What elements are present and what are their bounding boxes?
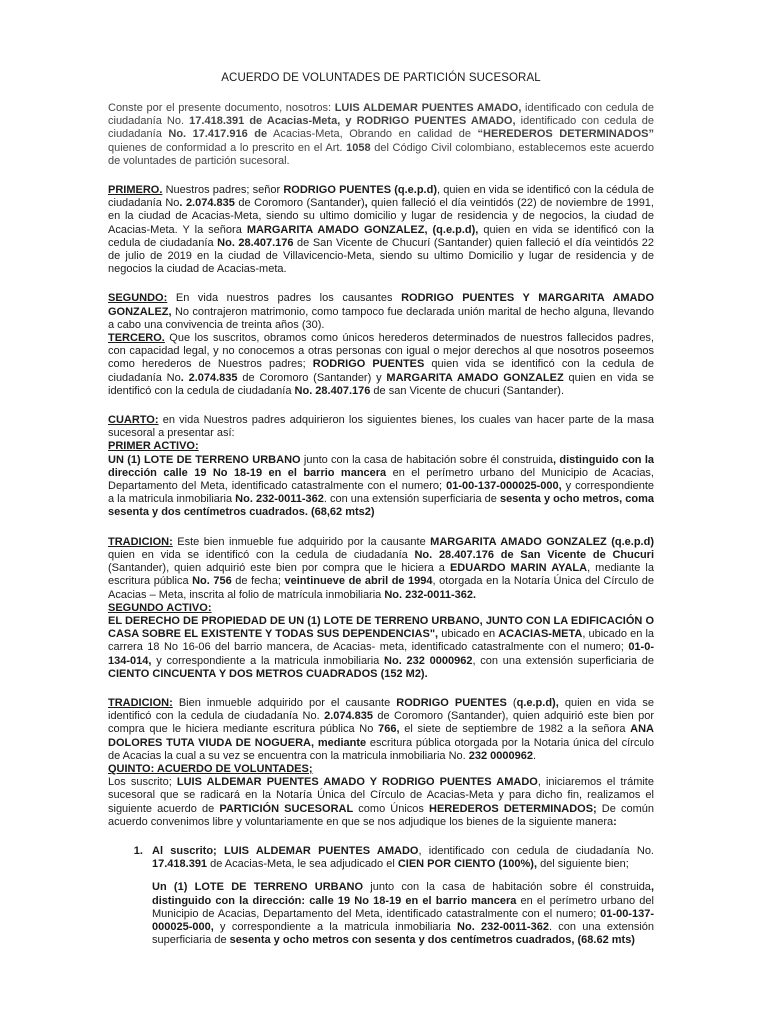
clause-bold: RODRIGO PUENTES (q.e.p.d) [283, 184, 438, 197]
clause-text: (Santander), quien adquirió este bien por compra que le hiciera a [108, 562, 450, 575]
clause-bold: RODRIGO PUENTES Y MARGARITA AMADO GONZALEZ, [108, 292, 654, 318]
intro-text: identificado con cedula de ciudadanía [108, 115, 654, 141]
clause-text: , identificado con cedula de ciudadanía No. [418, 844, 654, 857]
clause-text: , mediante la escritura pública [108, 562, 654, 588]
clause-bold: sesenta y ocho metros con sesenta y dos centímetros cuadrados, (68.62 mts) [229, 934, 635, 947]
clause-label: TRADICION: [108, 535, 173, 548]
quinto-heading: QUINTO: ACUERDO DE VOLUNTADES; [108, 762, 313, 775]
clause-text: junto con la casa de habitación sobre él construida [300, 453, 553, 466]
clause-bold: . 2.074.835 [179, 197, 235, 210]
clause-bold: EL DERECHO DE PROPIEDAD DE UN (1) LOTE DE TERRENO URBANO, JUNTO CON LA EDIFICACIÓN O CASA SOBRE EL EXISTENTE Y TODAS SUS DEPENDENCIAS", [108, 614, 654, 641]
clause-text: Este bien inmueble fue adquirido por la causante [172, 535, 431, 548]
intro-text: Conste por el presente documento, nosotros: [108, 102, 335, 114]
adjudication-list [108, 845, 654, 947]
clause-bold: LUIS ALDEMAR PUENTES AMADO Y RODRIGO PUENTES AMADO [176, 776, 538, 789]
clause-text: quien falleció el día veintidós (22) de noviembre de 1991, en la ciudad de Acacias-Meta, siendo su ultimo domicilio y lugar de residencia y de negocios, la ciudad de Acacias-Meta. Y la señora [108, 197, 654, 236]
clause-text: Los suscrito; [108, 776, 177, 789]
clause-text: Que los suscritos, obramos como únicos herederos determinados de nuestros fallecidos padres, con capacidad legal, y no conocemos a otras personas con igual o mejor derechos al que nosotros poseemos como herederos de Nuestros padres; [108, 332, 654, 371]
clause-primero [108, 184, 654, 276]
tradicion-1-paragraph [108, 536, 654, 602]
intro-text: Acacias-Meta, Obrando en calidad de [267, 128, 478, 141]
clause-label: SEGUNDO: [108, 292, 168, 305]
clause-text: quien en vida se identificó con la cedula de ciudadanía [108, 371, 654, 397]
clause-bold: 01-00-137-000025-000, [152, 907, 654, 933]
document-title: ACUERDO DE VOLUNTADES DE PARTICIÓN SUCESORAL [221, 72, 541, 84]
intro-text: quienes de conformidad a lo prescrito en el Art. [108, 141, 347, 154]
clause-bold: No. 232-0011-362. [384, 588, 477, 601]
clause-bold: 17.418.391 [152, 858, 208, 871]
clause-text: escritura pública otorgada por la Notaria única del círculo de Acacias la cual a su vez se encuentra con la matricula inmobiliaria No. [108, 736, 654, 762]
clause-text: el siete de septiembre de 1982 a la señora [399, 723, 631, 736]
adjudication-item [146, 845, 654, 947]
clause-text: quien vida se identificó con la cedula de ciudadanía No [108, 358, 654, 384]
clause-bold: 766, [378, 723, 400, 736]
clause-bold: No. 28.407.176 [217, 236, 294, 249]
clause-text: , otorgada en la Notaría Única del Círculo de Acacias – Meta, inscrita al folio de matrícula inmobiliaria [108, 575, 654, 601]
clause-label: PRIMERO. [108, 184, 163, 197]
clause-text: Nuestros padres; señor [162, 184, 284, 197]
clause-text: ubicado en [438, 628, 499, 641]
adjudication-paragraph [152, 845, 654, 871]
clause-bold: RODRIGO PUENTES [396, 696, 507, 709]
clause-bold: Un (1) LOTE DE TERRENO URBANO [152, 881, 364, 894]
clause-text: ( [506, 696, 517, 709]
clause-cuarto [108, 414, 654, 440]
clause-bold: EDUARDO MARIN AYALA [449, 562, 588, 575]
clause-text: de Coromoro (Santander) [234, 197, 365, 210]
adjudication-property-paragraph [152, 881, 654, 947]
clause-text: como Únicos [353, 802, 430, 815]
clause-bold: HEREDEROS DETERMINADOS; [429, 802, 597, 815]
clause-bold: : [613, 815, 617, 828]
clause-bold: ACACIAS-META [498, 628, 583, 641]
clause-text: quien en vida se identificó con la cedula de ciudadanía [108, 548, 415, 561]
clause-text: , quien en vida se identificó con la cédula de ciudadanía No [108, 184, 655, 210]
clause-bold: ANA DOLORES TUTA VIUDA DE NOGUERA, mediante [108, 723, 654, 749]
clause-bold: No. 232-0011-362 [457, 920, 549, 933]
clause-bold: PARTICIÓN SUCESORAL [219, 802, 354, 815]
clause-bold: 01-0-134-014, [108, 641, 654, 667]
clause-segundo [108, 292, 654, 332]
clause-text: Bien inmueble adquirido por el causante [172, 696, 397, 709]
intro-text: identificado con cedula de ciudadanía No. [108, 102, 654, 128]
clause-text: No contrajeron matrimonio, como tampoco fue declarada unión marital de hecho alguna, llevando a cabo una convivencia de treinta años (30). [108, 305, 654, 331]
clause-bold: q.e.p.d), [516, 696, 559, 709]
clause-text: de Coromoro (Santander) y [237, 371, 387, 384]
clause-bold: No. 28.407.176 de San Vicente de Chucuri [414, 548, 654, 561]
intro-text: del Código Civil colombiano, establecemos este acuerdo de voluntades de partición sucesoral. [108, 141, 654, 167]
clause-bold: 232 0000962 [468, 749, 533, 762]
clause-bold: . 2.074.835 [180, 371, 238, 384]
clause-text: quien en vida se identificó con la cedula de ciudadanía [108, 223, 654, 249]
clause-text: quien en vida se identificó con la cedula de ciudadanía No. [108, 696, 654, 723]
clause-text: y correspondiente a la matricula inmobiliaria [213, 920, 458, 933]
clause-bold: sesenta y ocho metros, coma sesenta y dos centímetros cuadrados. (68,62 mts2) [108, 493, 655, 519]
intro-paragraph [108, 102, 654, 168]
primer-activo-paragraph [108, 454, 654, 520]
clause-bold: , distinguido con la dirección: calle 19 No 18-19 en el barrio mancera [152, 881, 654, 907]
primer-activo-heading: PRIMER ACTIVO: [108, 440, 199, 453]
clause-bold: CIENTO CINCUENTA Y DOS METROS CUADRADOS (152 M2). [108, 667, 428, 680]
clause-text: . con una extensión superficiaria de [152, 920, 655, 947]
article-number: 1058 [346, 141, 371, 154]
clause-label: CUARTO: [108, 414, 159, 427]
segundo-activo-paragraph [108, 615, 654, 681]
heirs-role: “HEREDEROS DETERMINADOS” [477, 128, 654, 141]
quinto-paragraph [108, 776, 654, 829]
clause-text: junto con la casa de habitación sobre él construida [363, 881, 651, 894]
clause-tercero [108, 332, 654, 398]
clause-bold: RODRIGO PUENTES [312, 358, 425, 371]
clause-text: De común acuerdo convenimos libre y voluntariamente en que se nos adjudique los bienes de la siguiente manera [108, 802, 654, 828]
clause-text: , con una extensión superficiaria de [472, 654, 654, 667]
page-bottom-margin [0, 964, 768, 1024]
clause-bold: , distinguido con la dirección calle 19 No 18-19 en el barrio mancera [108, 453, 654, 479]
clause-text: en el perímetro urbano del Municipio de Acacias, Departamento del Meta, identificado catastralmente con el numero; [108, 466, 654, 493]
clause-label: TERCERO. [108, 332, 165, 345]
clause-bold: No. 232-0011-362 [235, 493, 324, 506]
party-2-id: No. 17.417.916 de [168, 128, 268, 141]
clause-text: . con una extensión superficiaria de [323, 493, 500, 506]
clause-text: en el perímetro urbano del Municipio de Acacias, Departamento del Meta, identificado catastralmente con el numero; [152, 894, 654, 920]
clause-text: en vida Nuestros padres adquirieron los siguientes bienes, los cuales van hacer parte de la masa sucesoral a presentar así: [108, 414, 654, 440]
clause-bold: 01-00-137-000025-000, [446, 480, 562, 493]
clause-bold: No. 756 [192, 575, 232, 588]
clause-bold: Al suscrito; LUIS ALDEMAR PUENTES AMADO [152, 844, 419, 857]
clause-text: de Coromoro (Santander), quien adquirió este bien por compra que le hiciera mediante escritura pública No [108, 710, 654, 736]
clause-bold: MARGARITA AMADO GONZALEZ (q.e.p.d) [430, 535, 654, 548]
segundo-activo-heading: SEGUNDO ACTIVO: [108, 601, 212, 614]
clause-text: En vida nuestros padres los causantes [167, 292, 402, 305]
clause-bold: 2.074.835 [324, 710, 374, 723]
clause-bold: MARGARITA AMADO GONZALEZ [386, 371, 564, 384]
clause-text: del siguiente bien; [537, 858, 629, 871]
clause-bold: veintinueve de abril de 1994 [284, 575, 433, 588]
clause-bold: No. 232 0000962 [384, 654, 473, 667]
tradicion-2-paragraph [108, 697, 654, 763]
clause-bold: MARGARITA AMADO GONZALEZ, (q.e.p.d), [246, 223, 479, 236]
clause-label: TRADICION: [108, 696, 173, 709]
clause-bold: No. 28.407.176 [294, 384, 371, 397]
party-2-name: 17.418.391 de Acacias-Meta, y RODRIGO PUENTES AMADO, [189, 115, 516, 128]
clause-text: de fecha; [231, 575, 285, 588]
clause-bold: , [364, 197, 368, 210]
clause-text: y correspondiente a la matricula inmobiliaria [151, 654, 385, 667]
clause-text: , ubicado en la carrera 18 No 16-06 del barrio mancera, de Acacias- meta, identificado catastralmente con el numero; [108, 628, 654, 654]
clause-text: de san Vicente de chucuri (Santander). [370, 384, 565, 397]
clause-bold: UN (1) LOTE DE TERRENO URBANO [108, 453, 301, 466]
clause-text: . [532, 749, 537, 762]
clause-text: , iniciaremos el trámite sucesoral que se radicará en la Notaría Única del Círculo de Acacias-Meta y para dicho fin, realizamos el siguiente acuerdo de [108, 776, 654, 815]
clause-text: y correspondiente a la matricula inmobiliaria [108, 480, 654, 506]
party-1-name: LUIS ALDEMAR PUENTES AMADO, [334, 102, 522, 114]
clause-text: de San Vicente de Chucurí (Santander) quien falleció el día veintidós 22 de julio de 2019 en la ciudad de Villavicencio-Meta, siendo su ultimo Domicilio y lugar de residencia y de negocios la ciudad de Acacias-meta. [108, 236, 654, 276]
clause-bold: CIEN POR CIENTO (100%), [397, 858, 538, 871]
clause-text: de Acacias-Meta, le sea adjudicado el [207, 858, 398, 871]
